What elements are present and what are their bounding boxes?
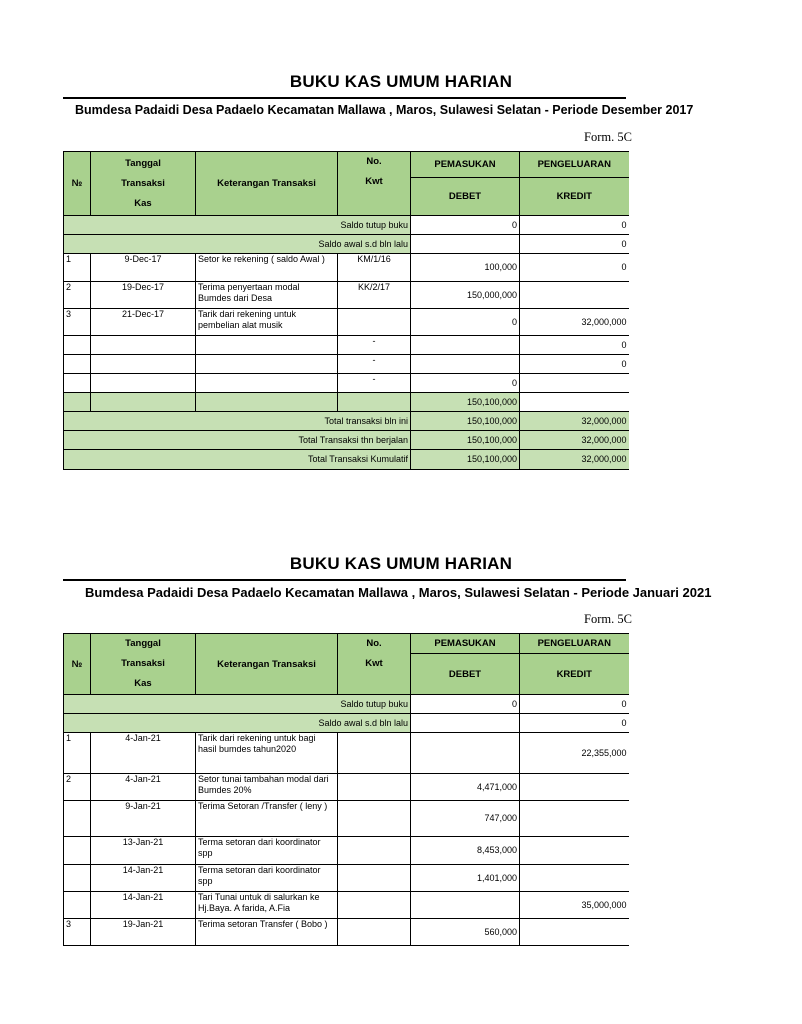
subtotal-kwt bbox=[338, 393, 411, 412]
row-keterangan: Setor ke rekening ( saldo Awal ) bbox=[196, 254, 338, 282]
row-kredit: 0 bbox=[520, 355, 629, 374]
header-debet: DEBET bbox=[411, 654, 520, 695]
header-tanggal-line2: Transaksi bbox=[121, 177, 165, 189]
row-tanggal: 19-Dec-17 bbox=[91, 282, 196, 309]
saldo-awal-row bbox=[64, 235, 629, 254]
row-kredit bbox=[520, 865, 629, 892]
total-debet: 150,100,000 bbox=[411, 412, 520, 431]
saldo-tutup-row bbox=[64, 695, 629, 714]
row-keterangan: Tarik dari rekening untuk pembelian alat musik bbox=[196, 309, 338, 336]
total-row bbox=[64, 450, 629, 470]
row-keterangan: Terima Setoran /Transfer ( leny ) bbox=[196, 801, 338, 837]
table-row bbox=[64, 919, 629, 946]
row-kwt: - bbox=[338, 336, 411, 355]
row-keterangan: Terima setoran Transfer ( Bobo ) bbox=[196, 919, 338, 946]
row-kwt bbox=[338, 837, 411, 865]
saldo-awal-kredit: 0 bbox=[520, 235, 629, 254]
table-row bbox=[64, 837, 629, 865]
row-tanggal: 4-Jan-21 bbox=[91, 774, 196, 801]
saldo-awal-label: Saldo awal s.d bln lalu bbox=[64, 714, 411, 733]
kas-table bbox=[63, 633, 629, 946]
table-row bbox=[64, 374, 629, 393]
saldo-tutup-kredit: 0 bbox=[520, 216, 629, 235]
row-debet: 8,453,000 bbox=[411, 837, 520, 865]
row-debet: 0 bbox=[411, 374, 520, 393]
row-no: 2 bbox=[64, 282, 91, 309]
row-kredit: 35,000,000 bbox=[520, 892, 629, 919]
row-tanggal: 4-Jan-21 bbox=[91, 733, 196, 774]
table-row bbox=[64, 336, 629, 355]
table-row bbox=[64, 892, 629, 919]
row-kwt bbox=[338, 309, 411, 336]
row-keterangan: Terma setoran dari koordinator spp bbox=[196, 865, 338, 892]
header-pengeluaran: PENGELUARAN bbox=[520, 634, 629, 654]
total-label: Total transaksi bln ini bbox=[64, 412, 411, 431]
row-kredit: 32,000,000 bbox=[520, 309, 629, 336]
header-kwt bbox=[338, 634, 411, 695]
subtotal-tanggal bbox=[91, 393, 196, 412]
row-no: 1 bbox=[64, 254, 91, 282]
row-kredit: 0 bbox=[520, 336, 629, 355]
row-tanggal: 19-Jan-21 bbox=[91, 919, 196, 946]
total-label: Total Transaksi Kumulatif bbox=[64, 450, 411, 470]
header-tanggal bbox=[91, 634, 196, 695]
row-kredit bbox=[520, 282, 629, 309]
row-debet: 100,000 bbox=[411, 254, 520, 282]
saldo-awal-debet bbox=[411, 235, 520, 254]
row-no bbox=[64, 801, 91, 837]
table-row bbox=[64, 355, 629, 374]
row-debet: 560,000 bbox=[411, 919, 520, 946]
header-pengeluaran: PENGELUARAN bbox=[520, 152, 629, 178]
total-label: Total Transaksi thn berjalan bbox=[64, 431, 411, 450]
row-kwt: - bbox=[338, 355, 411, 374]
row-kwt: - bbox=[338, 374, 411, 393]
row-no: 3 bbox=[64, 309, 91, 336]
header-tanggal-line1: Tanggal bbox=[125, 638, 161, 649]
form-reference: Form. 5C bbox=[584, 130, 632, 144]
row-tanggal bbox=[91, 336, 196, 355]
saldo-tutup-label: Saldo tutup buku bbox=[64, 216, 411, 235]
saldo-tutup-kredit: 0 bbox=[520, 695, 629, 714]
header-tanggal bbox=[91, 152, 196, 216]
table-row bbox=[64, 865, 629, 892]
row-keterangan: Tari Tunai untuk di salurkan ke Hj.Baya. A farida, A.Fia bbox=[196, 892, 338, 919]
header-debet: DEBET bbox=[411, 178, 520, 216]
header-pemasukan: PEMASUKAN bbox=[411, 152, 520, 178]
row-debet: 0 bbox=[411, 309, 520, 336]
header-kwt-line2: Kwt bbox=[365, 658, 383, 669]
header-tanggal-line3: Kas bbox=[134, 197, 152, 209]
row-kwt bbox=[338, 774, 411, 801]
row-kredit bbox=[520, 374, 629, 393]
subtotal-row bbox=[64, 393, 629, 412]
row-kwt bbox=[338, 801, 411, 837]
row-no bbox=[64, 865, 91, 892]
row-kwt bbox=[338, 865, 411, 892]
row-no bbox=[64, 892, 91, 919]
title-rule bbox=[63, 579, 626, 581]
row-debet bbox=[411, 355, 520, 374]
row-kwt: KM/1/16 bbox=[338, 254, 411, 282]
row-kredit: 22,355,000 bbox=[520, 733, 629, 774]
table-row bbox=[64, 733, 629, 774]
header-no: № bbox=[64, 152, 91, 216]
saldo-awal-label: Saldo awal s.d bln lalu bbox=[64, 235, 411, 254]
total-debet: 150,100,000 bbox=[411, 450, 520, 470]
total-row bbox=[64, 431, 629, 450]
subtitle: Bumdesa Padaidi Desa Padaelo Kecamatan Mallawa , Maros, Sulawesi Selatan - Periode Januari 2021 bbox=[85, 585, 712, 600]
row-keterangan: Terima penyertaan modal Bumdes dari Desa bbox=[196, 282, 338, 309]
header-tanggal-line1: Tanggal bbox=[125, 157, 161, 169]
row-kredit bbox=[520, 919, 629, 946]
saldo-tutup-debet: 0 bbox=[411, 216, 520, 235]
row-kredit: 0 bbox=[520, 254, 629, 282]
row-tanggal: 14-Jan-21 bbox=[91, 892, 196, 919]
saldo-tutup-label: Saldo tutup buku bbox=[64, 695, 411, 714]
row-debet: 747,000 bbox=[411, 801, 520, 837]
row-keterangan bbox=[196, 374, 338, 393]
row-tanggal: 21-Dec-17 bbox=[91, 309, 196, 336]
header-no: № bbox=[64, 634, 91, 695]
total-debet: 150,100,000 bbox=[411, 431, 520, 450]
header-kredit: KREDIT bbox=[520, 178, 629, 216]
saldo-awal-debet bbox=[411, 714, 520, 733]
table-row bbox=[64, 774, 629, 801]
total-kredit: 32,000,000 bbox=[520, 431, 629, 450]
row-debet bbox=[411, 892, 520, 919]
header-kwt bbox=[338, 152, 411, 216]
row-tanggal: 9-Jan-21 bbox=[91, 801, 196, 837]
total-kredit: 32,000,000 bbox=[520, 412, 629, 431]
header-kwt-line1: No. bbox=[366, 156, 382, 167]
saldo-tutup-row bbox=[64, 216, 629, 235]
row-keterangan: Terma setoran dari koordinator spp bbox=[196, 837, 338, 865]
row-no: 1 bbox=[64, 733, 91, 774]
saldo-tutup-debet: 0 bbox=[411, 695, 520, 714]
row-kwt bbox=[338, 919, 411, 946]
total-kredit: 32,000,000 bbox=[520, 450, 629, 470]
row-kwt bbox=[338, 892, 411, 919]
header-keterangan: Keterangan Transaksi bbox=[196, 152, 338, 216]
row-tanggal: 14-Jan-21 bbox=[91, 865, 196, 892]
row-kredit bbox=[520, 837, 629, 865]
subtotal-keterangan bbox=[196, 393, 338, 412]
row-debet: 150,000,000 bbox=[411, 282, 520, 309]
row-kwt: KK/2/17 bbox=[338, 282, 411, 309]
title-rule bbox=[63, 97, 626, 99]
page-title: BUKU KAS UMUM HARIAN bbox=[289, 72, 513, 91]
header-kwt-line2: Kwt bbox=[365, 176, 383, 187]
row-keterangan bbox=[196, 336, 338, 355]
row-no bbox=[64, 374, 91, 393]
saldo-awal-kredit: 0 bbox=[520, 714, 629, 733]
row-no bbox=[64, 336, 91, 355]
row-debet: 1,401,000 bbox=[411, 865, 520, 892]
table-row bbox=[64, 254, 629, 282]
subtotal-kredit bbox=[520, 393, 629, 412]
table-row bbox=[64, 309, 629, 336]
subtitle: Bumdesa Padaidi Desa Padaelo Kecamatan Mallawa , Maros, Sulawesi Selatan - Periode Desember 2017 bbox=[75, 103, 694, 117]
header-tanggal-line2: Transaksi bbox=[121, 658, 165, 669]
table-row bbox=[64, 282, 629, 309]
row-debet bbox=[411, 336, 520, 355]
header-pemasukan: PEMASUKAN bbox=[411, 634, 520, 654]
total-row bbox=[64, 412, 629, 431]
row-keterangan bbox=[196, 355, 338, 374]
header-keterangan: Keterangan Transaksi bbox=[196, 634, 338, 695]
header-kredit: KREDIT bbox=[520, 654, 629, 695]
row-tanggal: 9-Dec-17 bbox=[91, 254, 196, 282]
row-no bbox=[64, 837, 91, 865]
kas-table bbox=[63, 151, 629, 470]
page-title: BUKU KAS UMUM HARIAN bbox=[289, 554, 513, 573]
row-debet bbox=[411, 733, 520, 774]
row-kredit bbox=[520, 801, 629, 837]
row-no: 2 bbox=[64, 774, 91, 801]
row-debet: 4,471,000 bbox=[411, 774, 520, 801]
row-no bbox=[64, 355, 91, 374]
header-kwt-line1: No. bbox=[366, 638, 382, 649]
form-reference: Form. 5C bbox=[584, 612, 632, 626]
row-keterangan: Setor tunai tambahan modal dari Bumdes 20% bbox=[196, 774, 338, 801]
subtotal-debet: 150,100,000 bbox=[411, 393, 520, 412]
row-tanggal bbox=[91, 374, 196, 393]
row-keterangan: Tarik dari rekening untuk bagi hasil bumdes tahun2020 bbox=[196, 733, 338, 774]
subtotal-no bbox=[64, 393, 91, 412]
saldo-awal-row bbox=[64, 714, 629, 733]
row-kredit bbox=[520, 774, 629, 801]
row-tanggal bbox=[91, 355, 196, 374]
header-tanggal-line3: Kas bbox=[134, 678, 152, 689]
table-row bbox=[64, 801, 629, 837]
row-kwt bbox=[338, 733, 411, 774]
row-tanggal: 13-Jan-21 bbox=[91, 837, 196, 865]
row-no: 3 bbox=[64, 919, 91, 946]
